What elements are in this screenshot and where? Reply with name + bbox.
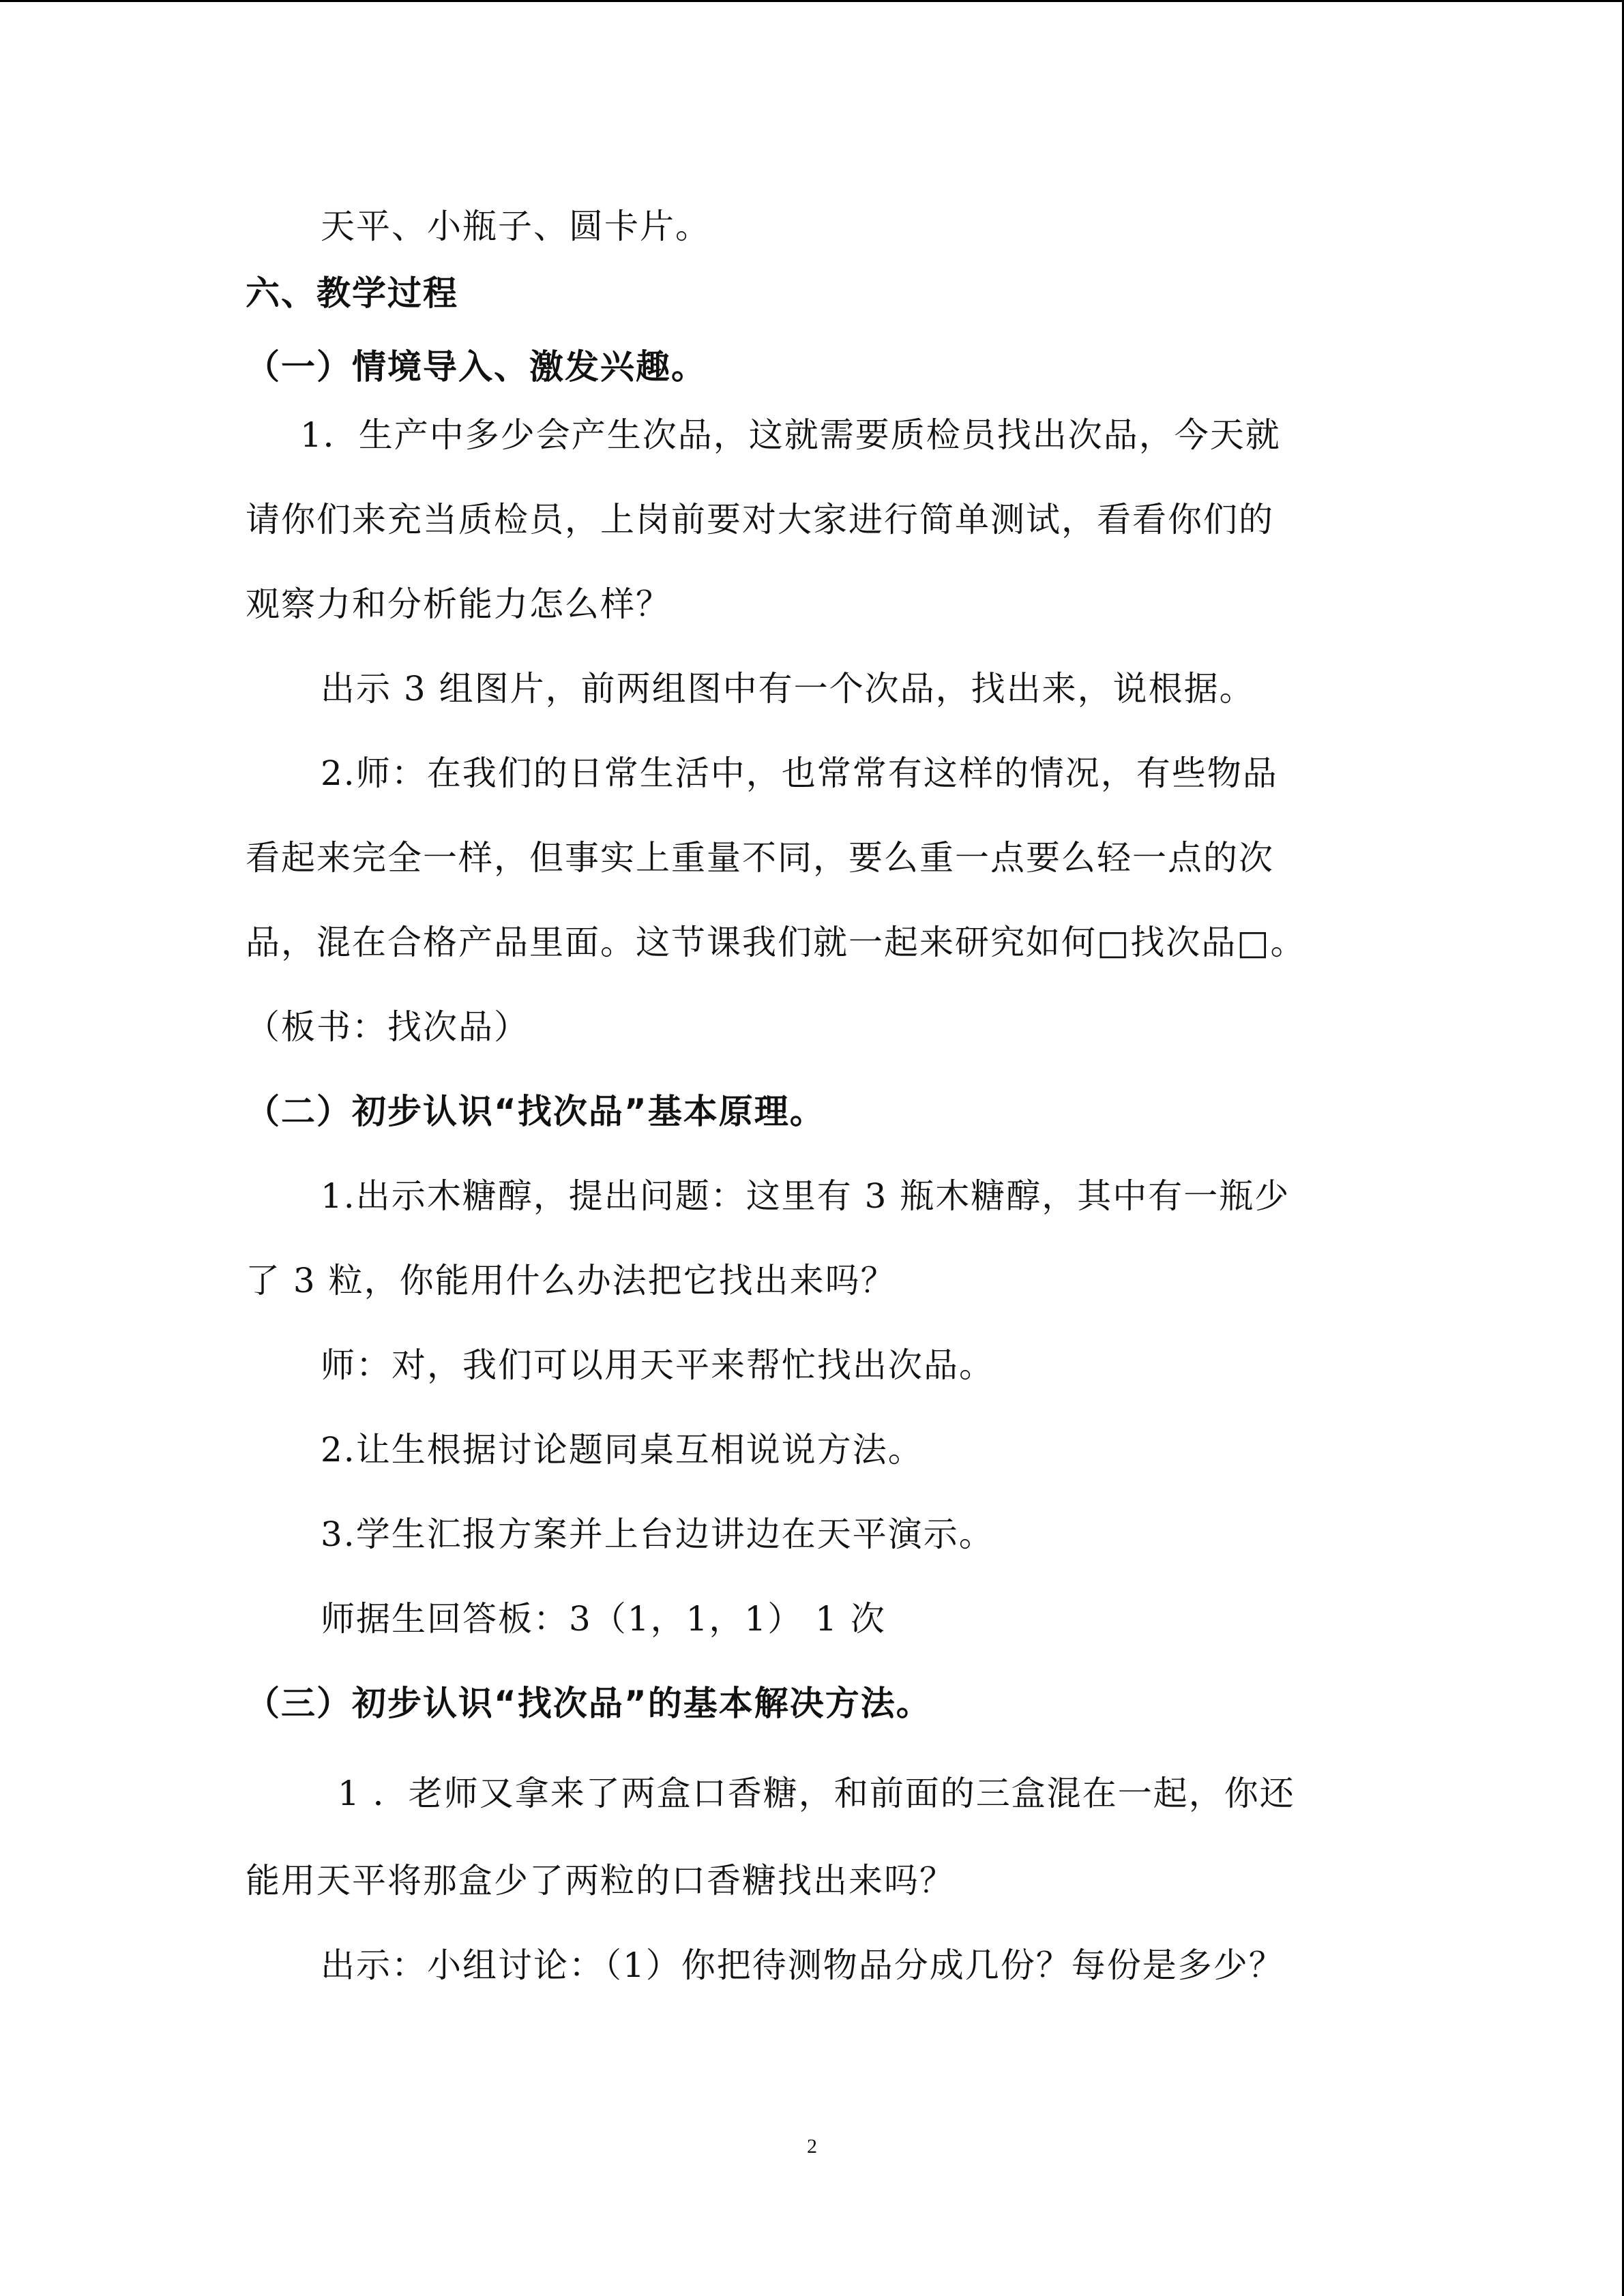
paragraph-line: 师据生回答板：3（1，1，1） 1 次 xyxy=(321,1599,886,1639)
paragraph-line: 能用天平将那盒少了两粒的口香糖找出来吗？ xyxy=(246,1861,955,1900)
subsection-heading-1: （一）情境导入、激发兴趣。 xyxy=(246,347,707,387)
paragraph-line: 3.学生汇报方案并上台边讲边在天平演示。 xyxy=(321,1515,994,1554)
paragraph-line: 1.出示木糖醇，提出问题：这里有 3 瓶木糖醇，其中有一瓶少 xyxy=(321,1176,1290,1216)
paragraph-line: 了 3 粒，你能用什么办法把它找出来吗？ xyxy=(246,1261,896,1300)
paragraph-line: 师：对，我们可以用天平来帮忙找出次品。 xyxy=(321,1345,994,1385)
paragraph-line: 1 ．老师又拿来了两盒口香糖，和前面的三盒混在一起，你还 xyxy=(338,1774,1295,1813)
paragraph-line: 2.让生根据讨论题同桌互相说说方法。 xyxy=(321,1430,924,1470)
paragraph-line: 出示 3 组图片，前两组图中有一个次品，找出来，说根据。 xyxy=(321,669,1255,709)
page-top-border xyxy=(0,0,1624,2)
page-number: 2 xyxy=(807,2135,817,2158)
paragraph-line: 2.师：在我们的日常生活中，也常常有这样的情况，有些物品 xyxy=(321,754,1278,793)
paragraph-line: 1．生产中多少会产生次品，这就需要质检员找出次品，今天就 xyxy=(300,415,1281,455)
paragraph-line: 请你们来充当质检员，上岗前要对大家进行简单测试，看看你们的 xyxy=(246,500,1274,539)
materials-line: 天平、小瓶子、圆卡片。 xyxy=(321,207,711,246)
paragraph-line: 品，混在合格产品里面。这节课我们就一起来研究如何□找次品□。 xyxy=(246,923,1306,962)
subsection-heading-3: （三）初步认识“找次品”的基本解决方法。 xyxy=(246,1684,932,1723)
paragraph-line: 出示：小组讨论：（1）你把待测物品分成几份？每份是多少？ xyxy=(321,1945,1284,1985)
subsection-heading-2: （二）初步认识“找次品”基本原理。 xyxy=(246,1092,825,1131)
paragraph-line: 观察力和分析能力怎么样？ xyxy=(246,584,671,624)
paragraph-line: （板书：找次品） xyxy=(246,1007,529,1047)
paragraph-line: 看起来完全一样，但事实上重量不同，要么重一点要么轻一点的次 xyxy=(246,838,1274,878)
section-heading-teaching-process: 六、教学过程 xyxy=(246,273,458,313)
